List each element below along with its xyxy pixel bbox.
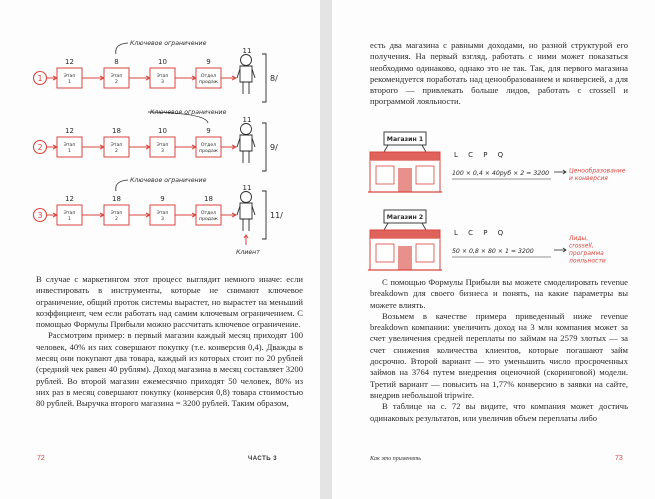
stage-label: Отдел xyxy=(200,143,217,148)
store-note-line: и конверсия xyxy=(569,175,608,182)
store-note-line: Ценообразование xyxy=(569,167,626,175)
stage-label: Этап xyxy=(110,74,123,79)
paragraph: Рассмотрим пример: в первый магазин каждый месяц приходят 100 человек, 40% из них совершают покупку (т.е. конверсия 0,4). Дважды в месяц они покупают два товара, каждый из которых стоит по 20 рублей (средний чек равен 40 рублям). Доход магазина в месяц составляет 3200 рублей. Во второй магазин ежемесячно приходят 50 человек, 80% из них раз в месяц совершают покупку (конверсия 0,8) товара стоимостью 80 рублей. Выручка второго магазина = 3200 рублей. Таким образом, xyxy=(36,330,303,409)
stage-label: 3 xyxy=(161,217,164,222)
stage-label: Этап xyxy=(110,143,123,148)
page-number: 73 xyxy=(615,455,623,462)
stage-count: 18 xyxy=(112,127,121,135)
paragraph: Возьмем в качестве примера приведенный ниже revenue breakdown компании: увеличить доход на 3 млн компания может за счет увеличения средней переплаты по займам на 2579 злотых — за счет снижения количества клиентов, которые погашают займ досрочно. Второй вариант — это уменьшить число просроченных займов на 3764 путем внедрения оценочной (скоринговой) модели. Третий вариант — повысить на 1,77% конверсию в заявки на сайте, внедрив небольшой tripwire. xyxy=(370,310,628,400)
stage-label: продаж xyxy=(199,149,218,154)
stage-count: 12 xyxy=(65,58,74,66)
left-body xyxy=(36,274,303,410)
stage-count: 10 xyxy=(158,127,167,135)
sign-post xyxy=(384,223,388,230)
stage-label: Этап xyxy=(156,74,169,79)
stage-count: 9 xyxy=(160,195,165,203)
figure-body xyxy=(240,203,252,219)
stage-label: продаж xyxy=(199,80,218,85)
row-number: 3 xyxy=(37,211,43,220)
stage-count: 12 xyxy=(65,127,74,135)
client-count: 11 xyxy=(242,184,252,192)
row-number: 2 xyxy=(37,143,43,152)
stage-count: 18 xyxy=(204,195,213,203)
stage-count: 9 xyxy=(206,127,211,135)
figure-body xyxy=(240,66,252,82)
stage-label: 3 xyxy=(161,80,164,85)
stage-label: Этап xyxy=(63,74,76,79)
store-awning xyxy=(370,152,440,161)
result-value: 8/ xyxy=(270,74,278,83)
stage-count: 12 xyxy=(65,195,74,203)
result-bracket xyxy=(262,123,266,171)
row-number: 1 xyxy=(37,74,43,83)
result-bracket xyxy=(262,54,266,102)
paragraph: С помощью Формулы Прибыли вы можете смоделировать revenue breakdown для своего бизнеса и понять, на какие параметры вы можете влиять. xyxy=(370,277,628,310)
figure-head xyxy=(241,192,252,203)
result-value: 9/ xyxy=(270,143,278,152)
store-diagrams xyxy=(332,118,655,278)
sign-post xyxy=(422,223,426,230)
constraint-label: Ключевое ограничение xyxy=(130,177,207,184)
constraint-diagrams xyxy=(0,0,320,262)
store-name: Магазин 2 xyxy=(386,214,424,221)
stage-label: 2 xyxy=(115,149,118,154)
store-name: Магазин 1 xyxy=(386,136,424,143)
running-head: Как это применять xyxy=(370,456,422,462)
constraint-label: Ключевое ограничение xyxy=(130,40,207,47)
constraint-label: Ключевое ограничение xyxy=(150,109,227,116)
store-note-line: crossell, xyxy=(569,242,594,250)
store-note-line: программа xyxy=(569,250,604,257)
store-door xyxy=(398,246,412,270)
formula-letters: L C P Q xyxy=(454,229,508,237)
sign-post xyxy=(384,145,388,152)
stage-label: Этап xyxy=(63,211,76,216)
paragraph: есть два магазина с равными доходами, но разной структурой его получения. На первый взгляд, работать с ними может показаться необходимо одинаково, однако это не так. Так, для первого магазина рекомендуется поработать над ценообразованием и конверсией, а для второго — привлекать больше лидов, работать с crossell и программой лояльности. xyxy=(370,40,628,107)
left-page xyxy=(0,0,320,499)
stage-label: Этап xyxy=(156,143,169,148)
store-door xyxy=(398,168,412,192)
formula: 50 × 0,8 × 80 × 1 = 3200 xyxy=(452,248,534,255)
store-note xyxy=(568,235,606,265)
left-footer xyxy=(0,453,320,467)
store-awning xyxy=(370,230,440,239)
right-footer xyxy=(332,453,655,467)
constraint-arrow xyxy=(116,180,128,191)
figure-head xyxy=(241,55,252,66)
paragraph: В таблице на с. 72 вы видите, что компания может достичь одинаковых результатов, или увеличив объем переплаты либо xyxy=(370,401,628,423)
constraint-arrow xyxy=(116,43,128,54)
running-head: ЧАСТЬ 3 xyxy=(248,456,278,462)
stage-count: 8 xyxy=(114,58,119,66)
right-page xyxy=(332,0,655,499)
client-label: Клиент xyxy=(236,249,260,256)
store-note xyxy=(569,168,626,183)
gutter xyxy=(320,0,332,499)
figure-body xyxy=(240,135,252,151)
client-count: 11 xyxy=(242,47,252,55)
store-note-line: Лиды, xyxy=(569,235,589,242)
paragraph: В случае с маркетингом этот процесс выглядит немного иначе: если инвестировать в инструменты, которые не снимают ключевое ограничение, общий проток системы вырастет, но вырастет на меньший коэффициент, чем если работать над самим ключевым ограничением. С помощью Формулы Прибыли можно рассчитать ключевое ограничение. xyxy=(36,274,303,330)
stage-label: Отдел xyxy=(200,74,217,79)
stage-label: 1 xyxy=(68,217,71,222)
result-bracket xyxy=(262,191,266,239)
stage-label: продаж xyxy=(199,217,218,222)
right-body-top xyxy=(370,40,628,108)
figure-head xyxy=(241,124,252,135)
stage-label: Этап xyxy=(63,143,76,148)
stage-label: 3 xyxy=(161,149,164,154)
stage-label: 2 xyxy=(115,217,118,222)
client-count: 11 xyxy=(242,116,252,124)
store-note-line: лояльности xyxy=(569,257,606,265)
stage-label: 2 xyxy=(115,80,118,85)
stage-label: 1 xyxy=(68,80,71,85)
sign-post xyxy=(422,145,426,152)
stage-label: Этап xyxy=(110,211,123,216)
formula-letters: L C P Q xyxy=(454,151,508,159)
client-arrow xyxy=(244,235,248,245)
stage-count: 18 xyxy=(112,195,121,203)
stage-count: 10 xyxy=(158,58,167,66)
stage-count: 9 xyxy=(206,58,211,66)
page-number: 72 xyxy=(37,455,45,462)
right-body-bottom xyxy=(370,277,628,424)
stage-label: Этап xyxy=(156,211,169,216)
result-value: 11/ xyxy=(270,211,283,220)
formula: 100 × 0,4 × 40руб × 2 = 3200 xyxy=(452,170,550,177)
stage-label: Отдел xyxy=(200,211,217,216)
stage-label: 1 xyxy=(68,149,71,154)
